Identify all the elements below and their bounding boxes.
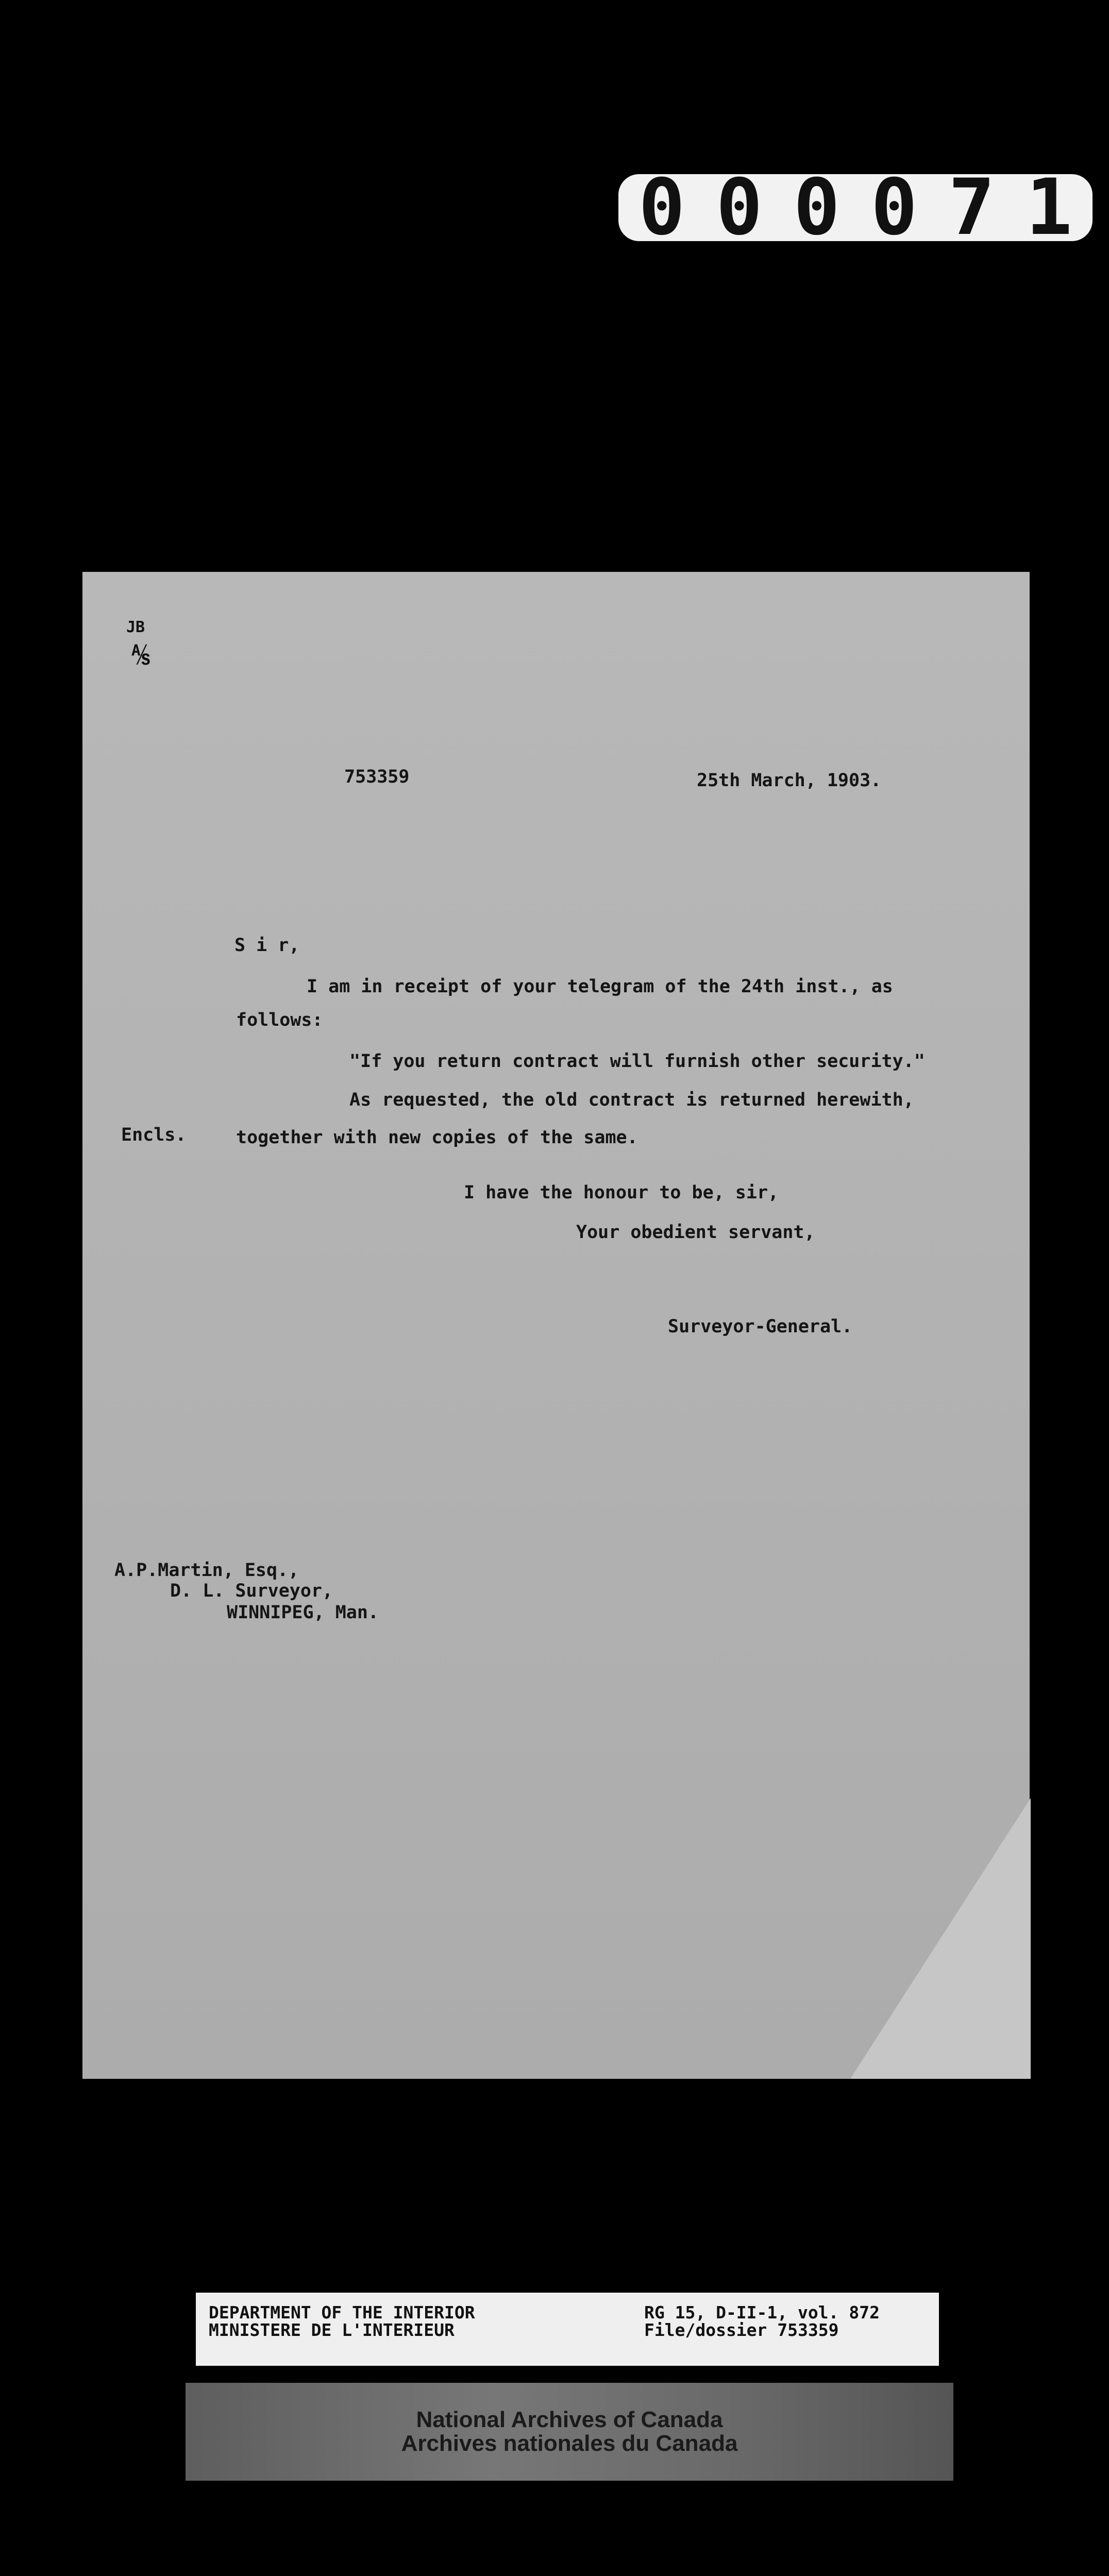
body-line-1: I am in receipt of your telegram of the 24th inst., as <box>307 976 893 997</box>
letter-date: 25th March, 1903. <box>697 770 882 791</box>
national-archives-banner <box>186 2383 953 2481</box>
department-english: DEPARTMENT OF THE INTERIOR <box>209 2302 475 2323</box>
signature-title: Surveyor-General. <box>668 1316 853 1337</box>
department-french: MINISTERE DE L'INTERIEUR <box>209 2320 455 2340</box>
address-line-1: A.P.Martin, Esq., <box>114 1560 299 1581</box>
salutation: S i r, <box>234 935 300 956</box>
closing-line-1: I have the honour to be, sir, <box>464 1182 779 1203</box>
body-line-4: together with new copies of the same. <box>236 1127 638 1148</box>
body-line-2: follows: <box>236 1010 323 1030</box>
address-line-2: D. L. Surveyor, <box>170 1581 333 1601</box>
file-number: 753359 <box>344 767 410 787</box>
file-dossier-reference: File/dossier 753359 <box>644 2320 839 2340</box>
body-line-3: As requested, the old contract is returned herewith, <box>349 1090 914 1110</box>
address-line-3: WINNIPEG, Man. <box>227 1602 379 1623</box>
telegram-quote: "If you return contract will furnish other security." <box>349 1051 925 1072</box>
archives-name-english: National Archives of Canada <box>416 2407 723 2432</box>
enclosure-note: Encls. <box>121 1125 187 1145</box>
archival-reference-label <box>196 2293 939 2366</box>
clerk-initials: JB <box>126 618 145 636</box>
frame-counter: 000071 <box>618 174 1093 241</box>
handwritten-mark-icon: ⅍ <box>131 636 150 672</box>
letter-sheet <box>82 572 1030 2079</box>
archives-name-french: Archives nationales du Canada <box>401 2431 738 2456</box>
record-group-reference: RG 15, D-II-1, vol. 872 <box>644 2302 880 2323</box>
closing-line-2: Your obedient servant, <box>576 1222 815 1243</box>
